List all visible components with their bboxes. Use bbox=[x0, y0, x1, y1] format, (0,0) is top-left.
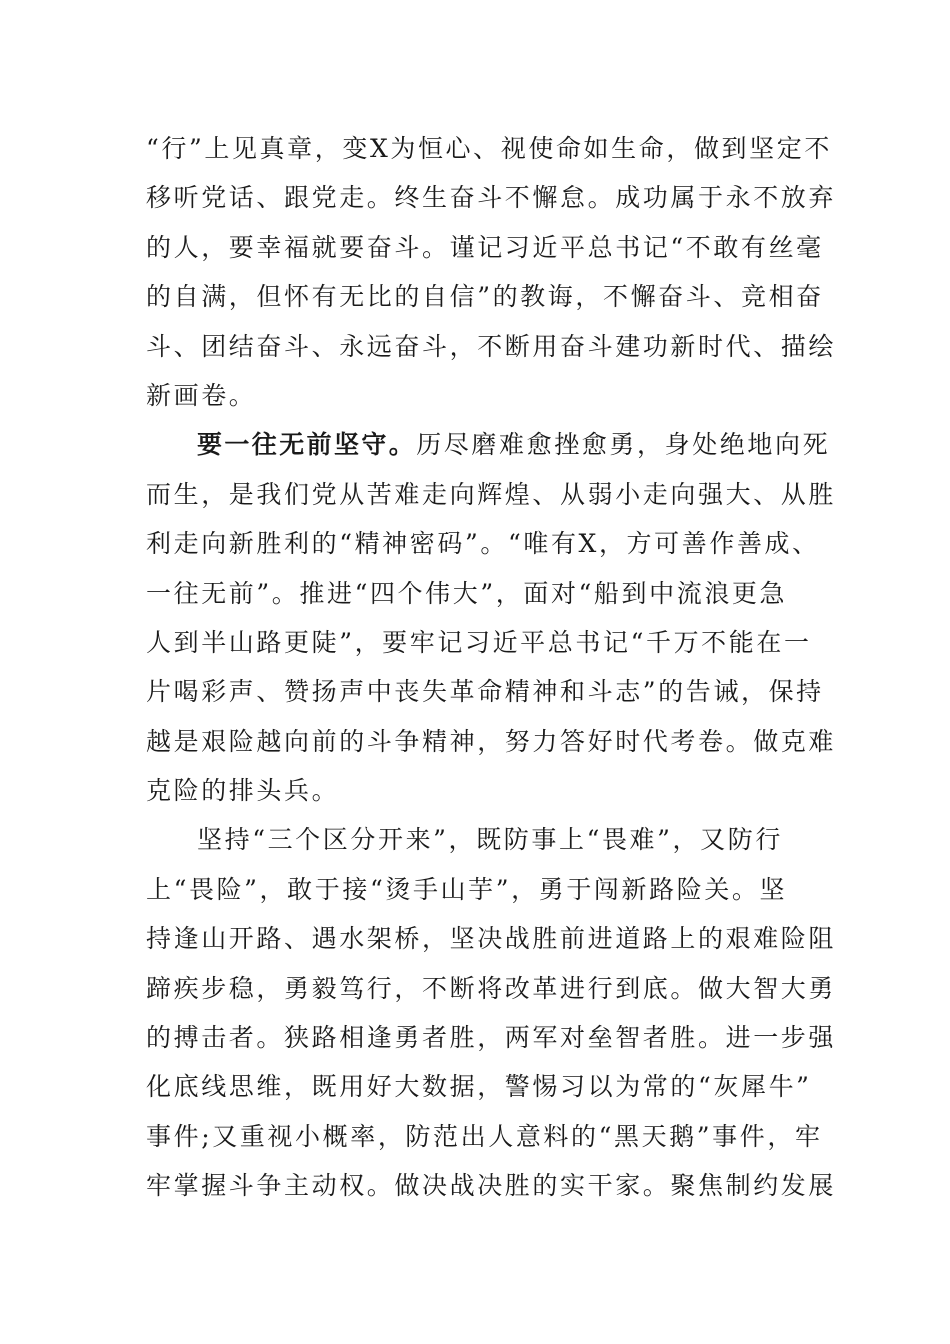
text-line: 坚持“三个区分开来”，既防事上“畏难”，又防行 bbox=[197, 825, 783, 855]
text-line: 利走向新胜利的“精神密码”。“唯有X，方可善作善成、 bbox=[146, 529, 820, 559]
text-line: 牢掌握斗争主动权。做决战决胜的实干家。聚焦制约发展 bbox=[146, 1171, 837, 1201]
text-line: 化底线思维，既用好大数据，警惕习以为常的“灰犀牛” bbox=[146, 1072, 812, 1102]
text-line: 人到半山路更陡”，要牢记习近平总书记“千万不能在一 bbox=[146, 627, 812, 657]
text-line: 蹄疾步稳，勇毅笃行，不断将改革进行到底。做大智大勇 bbox=[146, 973, 837, 1003]
text-line: 移听党话、跟党走。终生奋斗不懈怠。成功属于永不放弃 bbox=[146, 183, 837, 213]
text-line: 的人，要幸福就要奋斗。谨记习近平总书记“不敢有丝毫 bbox=[146, 232, 824, 262]
text-line: 片喝彩声、赞扬声中丧失革命精神和斗志”的告诫，保持 bbox=[146, 677, 824, 707]
text-line bbox=[146, 420, 831, 469]
text-line: 持逢山开路、遇水架桥，坚决战胜前进道路上的艰难险阻 bbox=[146, 924, 837, 954]
text-line: 克险的排头兵。 bbox=[146, 776, 340, 806]
text-line: 斗、团结奋斗、永远奋斗，不断用奋斗建功新时代、描绘 bbox=[146, 331, 837, 361]
text-line: “行”上见真章，变X为恒心、视使命如生命，做到坚定不 bbox=[146, 134, 832, 163]
text-line: 的自满，但怀有无比的自信”的教诲，不懈奋斗、竞相奋 bbox=[146, 282, 824, 312]
text-line-rest: 历尽磨难愈挫愈勇，身处绝地向死 bbox=[416, 430, 831, 460]
text-line: 而生，是我们党从苦难走向辉煌、从弱小走向强大、从胜 bbox=[146, 479, 837, 509]
text-line: 上“畏险”，敢于接“烫手山芋”，勇于闯新路险关。坚 bbox=[146, 874, 788, 904]
body-text bbox=[146, 124, 837, 1211]
text-line: 事件;又重视小概率，防范出人意料的“黑天鹅”事件，牢 bbox=[146, 1121, 823, 1151]
text-line: 的搏击者。狭路相逢勇者胜，两军对垒智者胜。进一步强 bbox=[146, 1023, 837, 1053]
section-heading: 要一往无前坚守。 bbox=[197, 430, 417, 460]
text-line: 新画卷。 bbox=[146, 380, 257, 410]
text-line: 越是艰险越向前的斗争精神，努力答好时代考卷。做克难 bbox=[146, 726, 837, 756]
text-line: 一往无前”。推进“四个伟大”，面对“船到中流浪更急 bbox=[146, 578, 788, 608]
